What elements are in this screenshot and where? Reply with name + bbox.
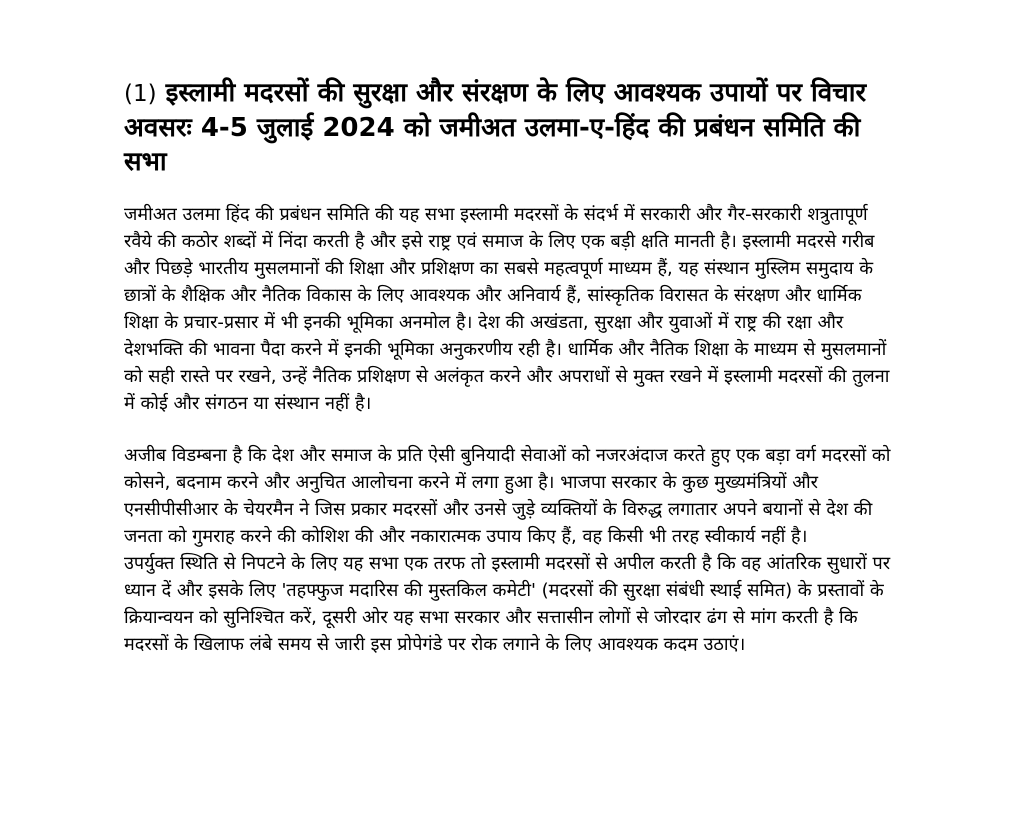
heading-title: इस्लामी मदरसों की सुरक्षा और संरक्षण के लिए आवश्यक उपायों पर विचार bbox=[165, 78, 867, 108]
paragraph-appeal: उपर्युक्त स्थिति से निपटने के लिए यह सभा एक तरफ तो इस्लामी मदरसों से अपील करती है कि वह आंतरिक सुधारों पर ध्यान दें और इसके लिए 'तहफ्फुज मदारिस की मुस्तकिल कमेटी' (मदरसों की सुरक्षा संबंधी स्थाई समित) के प्रस्तावों के क्रियान्वयन को सुनिश्चित करें, दूसरी ओर यह सभा सरकार और सत्तासीन लोगों से जोरदार ढंग से मांग करती है कि मदरसों के खिलाफ लंबे समय से जारी इस प्रोपेगंडे पर रोक लगाने के लिए आवश्यक कदम उठाएं। bbox=[124, 553, 891, 655]
resolution-heading bbox=[124, 76, 896, 179]
paragraph-condemnation: जमीअत उलमा हिंद की प्रबंधन समिति की यह सभा इस्लामी मदरसों के संदर्भ में सरकारी और गैर-सरकारी शत्रुतापूर्ण रवैये की कठोर शब्दों में निंदा करती है और इसे राष्ट्र एवं समाज के लिए एक बड़ी क्षति मानती है। इस्लामी मदरसे गरीब और पिछड़े भारतीय मुसलमानों की शिक्षा और प्रशिक्षण का सबसे महत्वपूर्ण माध्यम हैं, यह संस्थान मुस्लिम समुदाय के छात्रों के शैक्षिक और नैतिक विकास के लिए आवश्यक और अनिवार्य हैं, सांस्कृतिक विरासत के संरक्षण और धार्मिक शिक्षा के प्रचार-प्रसार में भी इनकी भूमिका अनमोल है। देश की अखंडता, सुरक्षा और युवाओं में राष्ट्र की रक्षा और देशभक्ति की भावना पैदा करने में इनकी भूमिका अनुकरणीय रही है। धार्मिक और नैतिक शिक्षा के माध्यम से मुसलमानों को सही रास्ते पर रखने, उन्हें नैतिक प्रशिक्षण से अलंकृत करने और अपराधों से मुक्त रखने में इस्लामी मदरसों की तुलना में कोई और संगठन या संस्थान नहीं है। bbox=[124, 204, 890, 414]
document-page bbox=[124, 76, 896, 658]
resolution-number: (1) bbox=[124, 81, 157, 107]
heading-title-line bbox=[124, 76, 896, 111]
heading-occasion: अवसरः 4-5 जुलाई 2024 को जमीअत उलमा-ए-हिंद की प्रबंधन समिति की सभा bbox=[124, 113, 861, 177]
paragraph-irony: अजीब विडम्बना है कि देश और समाज के प्रति ऐसी बुनियादी सेवाओं को नजरअंदाज करते हुए एक बड़ा वर्ग मदरसों को कोसने, बदनाम करने और अनुचित आलोचना करने में लगा हुआ है। भाजपा सरकार के कुछ मुख्यमंत्रियों और एनसीपीसीआर के चेयरमैन ने जिस प्रकार मदरसों और उनसे जुड़े व्यक्तियों के विरुद्ध लगातार अपने बयानों से देश की जनता को गुमराह करने की कोशिश की और नकारात्मक उपाय किए हैं, वह किसी भी तरह स्वीकार्य नहीं है। bbox=[124, 445, 891, 547]
